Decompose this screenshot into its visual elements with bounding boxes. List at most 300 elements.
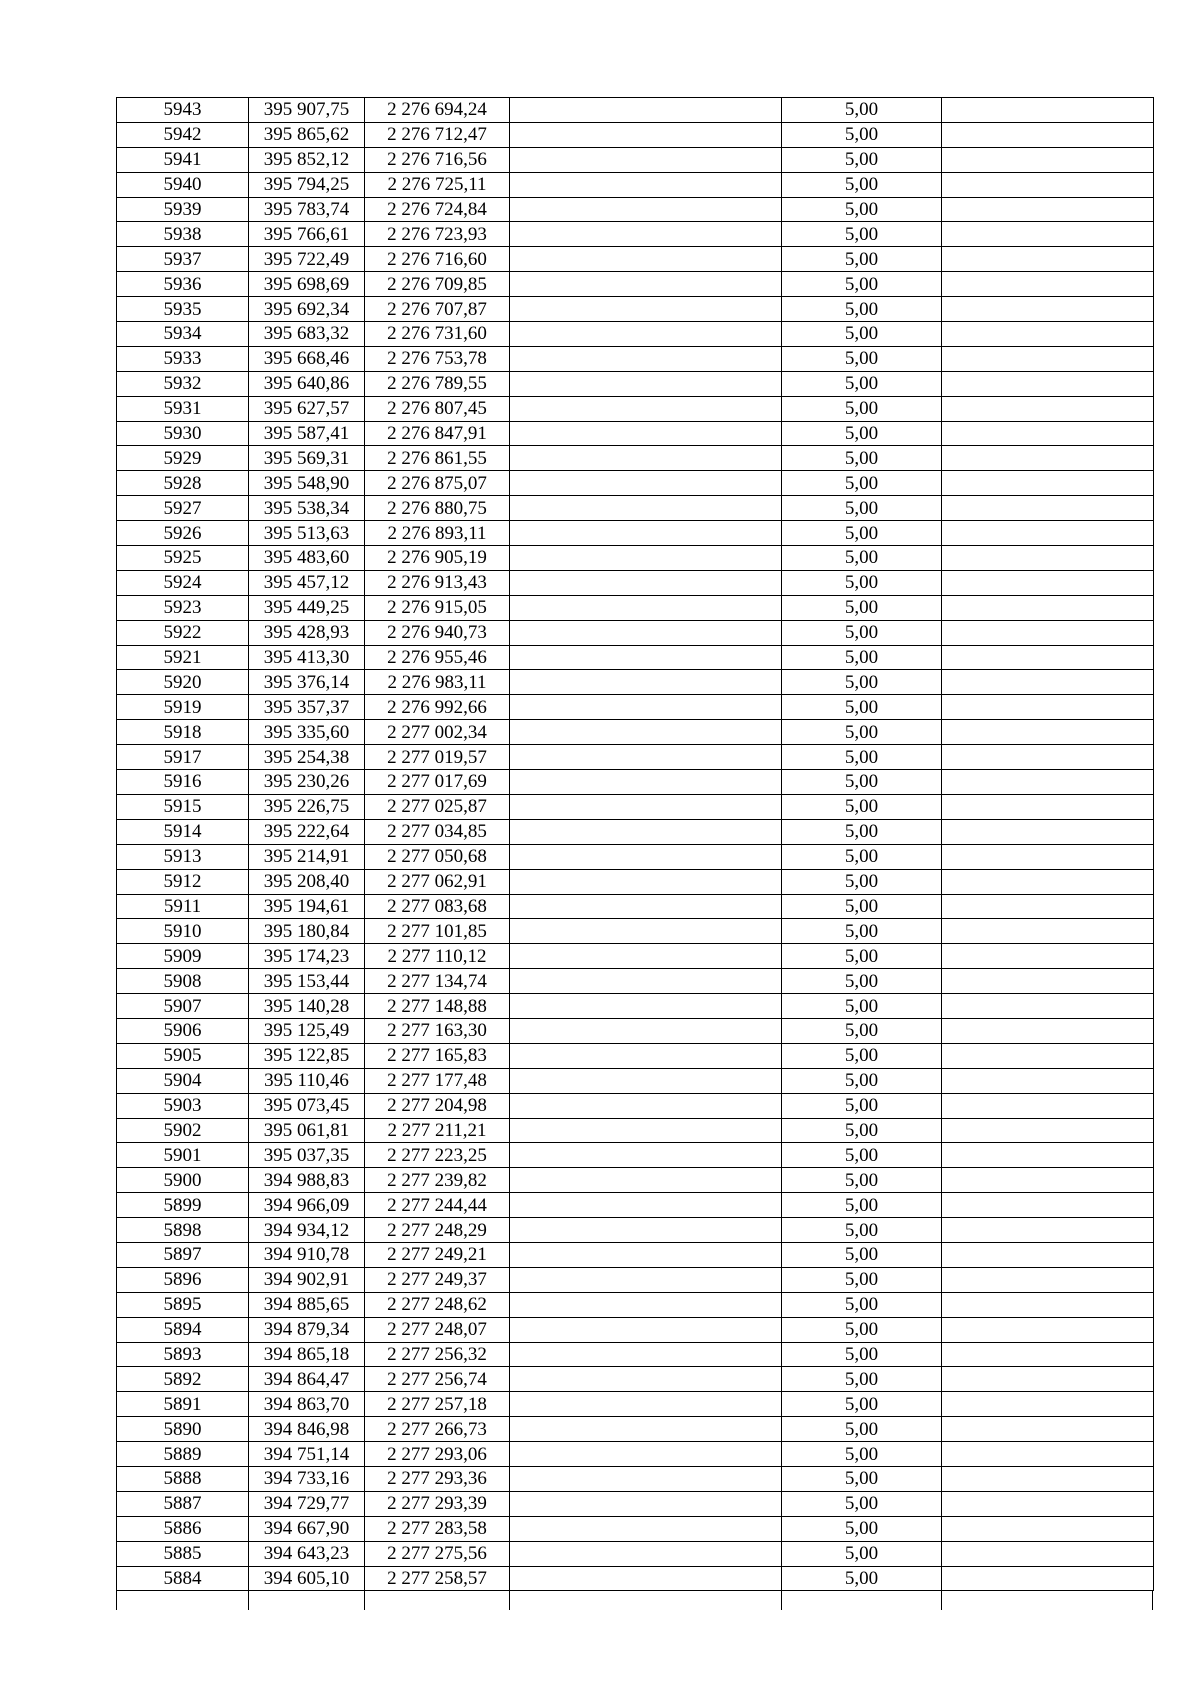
cell-accuracy-value: 5,00: [782, 794, 942, 819]
cell-x-coordinate: 395 073,45: [249, 1093, 365, 1118]
cell-x-coordinate: 395 335,60: [249, 720, 365, 745]
cell-x-coordinate: 395 140,28: [249, 994, 365, 1019]
cell-point-number: 5892: [117, 1367, 249, 1392]
cell-x-coordinate: 395 640,86: [249, 371, 365, 396]
cell-accuracy-value: 5,00: [782, 595, 942, 620]
cell-point-number: 5904: [117, 1068, 249, 1093]
table-row: [117, 969, 1154, 994]
cell-empty-cell: [942, 645, 1154, 670]
cell-empty-cell: [942, 1442, 1154, 1467]
table-edge-line: [116, 1590, 117, 1610]
cell-accuracy-value: 5,00: [782, 1442, 942, 1467]
cell-y-coordinate: 2 276 915,05: [365, 595, 510, 620]
cell-y-coordinate: 2 276 716,60: [365, 247, 510, 272]
cell-y-coordinate: 2 277 283,58: [365, 1516, 510, 1541]
cell-x-coordinate: 395 428,93: [249, 620, 365, 645]
table-row: [117, 1218, 1154, 1243]
cell-empty-cell: [510, 620, 782, 645]
cell-point-number: 5922: [117, 620, 249, 645]
table-row: [117, 994, 1154, 1019]
cell-y-coordinate: 2 276 709,85: [365, 272, 510, 297]
cell-accuracy-value: 5,00: [782, 844, 942, 869]
cell-y-coordinate: 2 277 050,68: [365, 844, 510, 869]
cell-empty-cell: [510, 172, 782, 197]
cell-x-coordinate: 394 863,70: [249, 1392, 365, 1417]
table-row: [117, 745, 1154, 770]
table-row: [117, 122, 1154, 147]
table-row: [117, 346, 1154, 371]
cell-point-number: 5894: [117, 1317, 249, 1342]
cell-empty-cell: [942, 1417, 1154, 1442]
cell-empty-cell: [942, 496, 1154, 521]
cell-x-coordinate: 395 783,74: [249, 197, 365, 222]
cell-empty-cell: [942, 1342, 1154, 1367]
cell-x-coordinate: 394 733,16: [249, 1466, 365, 1491]
cell-y-coordinate: 2 277 062,91: [365, 869, 510, 894]
cell-accuracy-value: 5,00: [782, 147, 942, 172]
cell-empty-cell: [510, 770, 782, 795]
cell-empty-cell: [942, 869, 1154, 894]
cell-empty-cell: [510, 546, 782, 571]
cell-empty-cell: [942, 1168, 1154, 1193]
table-edge-line: [248, 1590, 249, 1610]
cell-x-coordinate: 395 852,12: [249, 147, 365, 172]
cell-x-coordinate: 394 910,78: [249, 1242, 365, 1267]
cell-empty-cell: [942, 1118, 1154, 1143]
cell-y-coordinate: 2 277 134,74: [365, 969, 510, 994]
cell-x-coordinate: 395 214,91: [249, 844, 365, 869]
cell-y-coordinate: 2 276 731,60: [365, 322, 510, 347]
cell-accuracy-value: 5,00: [782, 1118, 942, 1143]
cell-y-coordinate: 2 276 875,07: [365, 471, 510, 496]
cell-y-coordinate: 2 277 266,73: [365, 1417, 510, 1442]
cell-point-number: 5900: [117, 1168, 249, 1193]
cell-empty-cell: [942, 546, 1154, 571]
cell-accuracy-value: 5,00: [782, 1292, 942, 1317]
cell-y-coordinate: 2 277 101,85: [365, 919, 510, 944]
cell-empty-cell: [510, 1367, 782, 1392]
cell-point-number: 5909: [117, 944, 249, 969]
cell-accuracy-value: 5,00: [782, 1168, 942, 1193]
cell-point-number: 5942: [117, 122, 249, 147]
cell-empty-cell: [942, 98, 1154, 123]
cell-empty-cell: [510, 944, 782, 969]
cell-point-number: 5943: [117, 98, 249, 123]
cell-accuracy-value: 5,00: [782, 222, 942, 247]
cell-empty-cell: [942, 720, 1154, 745]
cell-empty-cell: [510, 969, 782, 994]
cell-y-coordinate: 2 276 789,55: [365, 371, 510, 396]
table-row: [117, 720, 1154, 745]
cell-empty-cell: [510, 869, 782, 894]
table-row: [117, 844, 1154, 869]
cell-empty-cell: [510, 1267, 782, 1292]
cell-empty-cell: [942, 521, 1154, 546]
cell-point-number: 5933: [117, 346, 249, 371]
table-row: [117, 471, 1154, 496]
cell-y-coordinate: 2 276 694,24: [365, 98, 510, 123]
cell-point-number: 5937: [117, 247, 249, 272]
cell-y-coordinate: 2 277 177,48: [365, 1068, 510, 1093]
cell-empty-cell: [510, 1118, 782, 1143]
cell-y-coordinate: 2 277 110,12: [365, 944, 510, 969]
cell-point-number: 5888: [117, 1466, 249, 1491]
cell-accuracy-value: 5,00: [782, 720, 942, 745]
cell-point-number: 5930: [117, 421, 249, 446]
cell-empty-cell: [510, 197, 782, 222]
cell-point-number: 5911: [117, 894, 249, 919]
cell-point-number: 5939: [117, 197, 249, 222]
cell-empty-cell: [942, 297, 1154, 322]
cell-empty-cell: [942, 670, 1154, 695]
cell-empty-cell: [942, 1367, 1154, 1392]
table-row: [117, 919, 1154, 944]
cell-x-coordinate: 395 357,37: [249, 695, 365, 720]
cell-accuracy-value: 5,00: [782, 994, 942, 1019]
cell-empty-cell: [942, 1143, 1154, 1168]
cell-point-number: 5926: [117, 521, 249, 546]
cell-x-coordinate: 394 902,91: [249, 1267, 365, 1292]
cell-empty-cell: [942, 122, 1154, 147]
cell-y-coordinate: 2 276 807,45: [365, 396, 510, 421]
cell-empty-cell: [510, 745, 782, 770]
table-row: [117, 197, 1154, 222]
cell-x-coordinate: 395 513,63: [249, 521, 365, 546]
cell-empty-cell: [510, 122, 782, 147]
cell-point-number: 5925: [117, 546, 249, 571]
cell-point-number: 5891: [117, 1392, 249, 1417]
table-row: [117, 172, 1154, 197]
cell-x-coordinate: 395 548,90: [249, 471, 365, 496]
cell-accuracy-value: 5,00: [782, 944, 942, 969]
cell-y-coordinate: 2 277 248,62: [365, 1292, 510, 1317]
cell-point-number: 5928: [117, 471, 249, 496]
table-row: [117, 546, 1154, 571]
cell-y-coordinate: 2 277 019,57: [365, 745, 510, 770]
cell-empty-cell: [942, 371, 1154, 396]
table-edge-line: [364, 1590, 365, 1610]
cell-y-coordinate: 2 276 753,78: [365, 346, 510, 371]
cell-x-coordinate: 395 125,49: [249, 1018, 365, 1043]
cell-empty-cell: [942, 222, 1154, 247]
table-row: [117, 1018, 1154, 1043]
table-row: [117, 1466, 1154, 1491]
cell-accuracy-value: 5,00: [782, 446, 942, 471]
cell-empty-cell: [942, 944, 1154, 969]
cell-y-coordinate: 2 276 861,55: [365, 446, 510, 471]
cell-point-number: 5899: [117, 1193, 249, 1218]
cell-empty-cell: [510, 894, 782, 919]
cell-accuracy-value: 5,00: [782, 1541, 942, 1566]
cell-x-coordinate: 395 907,75: [249, 98, 365, 123]
cell-empty-cell: [510, 1093, 782, 1118]
cell-empty-cell: [510, 1317, 782, 1342]
cell-x-coordinate: 394 751,14: [249, 1442, 365, 1467]
cell-empty-cell: [942, 272, 1154, 297]
cell-accuracy-value: 5,00: [782, 297, 942, 322]
table-row: [117, 446, 1154, 471]
cell-empty-cell: [510, 1392, 782, 1417]
cell-y-coordinate: 2 276 913,43: [365, 570, 510, 595]
table-row: [117, 222, 1154, 247]
cell-accuracy-value: 5,00: [782, 396, 942, 421]
cell-accuracy-value: 5,00: [782, 371, 942, 396]
cell-empty-cell: [942, 471, 1154, 496]
cell-x-coordinate: 395 376,14: [249, 670, 365, 695]
cell-empty-cell: [942, 147, 1154, 172]
table-row: [117, 421, 1154, 446]
table-row: [117, 371, 1154, 396]
cell-empty-cell: [942, 1292, 1154, 1317]
cell-x-coordinate: 394 605,10: [249, 1566, 365, 1591]
cell-accuracy-value: 5,00: [782, 1317, 942, 1342]
cell-empty-cell: [510, 1292, 782, 1317]
cell-accuracy-value: 5,00: [782, 496, 942, 521]
cell-accuracy-value: 5,00: [782, 1516, 942, 1541]
cell-empty-cell: [942, 994, 1154, 1019]
cell-point-number: 5898: [117, 1218, 249, 1243]
table-row: [117, 1193, 1154, 1218]
cell-x-coordinate: 395 180,84: [249, 919, 365, 944]
cell-empty-cell: [510, 371, 782, 396]
cell-point-number: 5936: [117, 272, 249, 297]
cell-empty-cell: [510, 1218, 782, 1243]
cell-empty-cell: [510, 1417, 782, 1442]
cell-x-coordinate: 394 934,12: [249, 1218, 365, 1243]
coordinates-table: [116, 97, 1154, 1591]
cell-x-coordinate: 394 865,18: [249, 1342, 365, 1367]
table-row: [117, 1317, 1154, 1342]
table-row: [117, 1566, 1154, 1591]
cell-accuracy-value: 5,00: [782, 546, 942, 571]
cell-empty-cell: [510, 794, 782, 819]
cell-y-coordinate: 2 276 940,73: [365, 620, 510, 645]
cell-x-coordinate: 395 208,40: [249, 869, 365, 894]
cell-accuracy-value: 5,00: [782, 1193, 942, 1218]
table-row: [117, 645, 1154, 670]
cell-y-coordinate: 2 277 244,44: [365, 1193, 510, 1218]
table-row: [117, 670, 1154, 695]
cell-accuracy-value: 5,00: [782, 969, 942, 994]
cell-accuracy-value: 5,00: [782, 1093, 942, 1118]
cell-accuracy-value: 5,00: [782, 570, 942, 595]
cell-empty-cell: [942, 844, 1154, 869]
cell-point-number: 5903: [117, 1093, 249, 1118]
table-row: [117, 620, 1154, 645]
cell-point-number: 5884: [117, 1566, 249, 1591]
cell-point-number: 5889: [117, 1442, 249, 1467]
table-edge-line: [509, 1590, 510, 1610]
cell-y-coordinate: 2 277 293,36: [365, 1466, 510, 1491]
cell-accuracy-value: 5,00: [782, 1491, 942, 1516]
cell-y-coordinate: 2 276 880,75: [365, 496, 510, 521]
cell-x-coordinate: 394 864,47: [249, 1367, 365, 1392]
cell-y-coordinate: 2 276 724,84: [365, 197, 510, 222]
table-row: [117, 1417, 1154, 1442]
cell-empty-cell: [510, 297, 782, 322]
cell-x-coordinate: 394 885,65: [249, 1292, 365, 1317]
cell-empty-cell: [942, 1093, 1154, 1118]
cell-y-coordinate: 2 277 025,87: [365, 794, 510, 819]
table-row: [117, 272, 1154, 297]
cell-y-coordinate: 2 277 293,06: [365, 1442, 510, 1467]
cell-accuracy-value: 5,00: [782, 745, 942, 770]
cell-accuracy-value: 5,00: [782, 1218, 942, 1243]
cell-y-coordinate: 2 277 248,29: [365, 1218, 510, 1243]
cell-empty-cell: [510, 346, 782, 371]
cell-x-coordinate: 394 667,90: [249, 1516, 365, 1541]
table-row: [117, 894, 1154, 919]
cell-accuracy-value: 5,00: [782, 1566, 942, 1591]
cell-empty-cell: [942, 695, 1154, 720]
cell-empty-cell: [510, 1541, 782, 1566]
table-row: [117, 521, 1154, 546]
table-row: [117, 297, 1154, 322]
cell-empty-cell: [510, 1143, 782, 1168]
cell-y-coordinate: 2 276 707,87: [365, 297, 510, 322]
cell-accuracy-value: 5,00: [782, 346, 942, 371]
cell-y-coordinate: 2 276 847,91: [365, 421, 510, 446]
cell-empty-cell: [510, 1242, 782, 1267]
cell-empty-cell: [942, 570, 1154, 595]
cell-empty-cell: [942, 421, 1154, 446]
table-row: [117, 695, 1154, 720]
cell-empty-cell: [510, 471, 782, 496]
table-row: [117, 1118, 1154, 1143]
cell-x-coordinate: 395 230,26: [249, 770, 365, 795]
cell-empty-cell: [942, 1317, 1154, 1342]
cell-accuracy-value: 5,00: [782, 272, 942, 297]
cell-y-coordinate: 2 277 249,21: [365, 1242, 510, 1267]
cell-empty-cell: [942, 745, 1154, 770]
cell-point-number: 5907: [117, 994, 249, 1019]
cell-empty-cell: [510, 396, 782, 421]
cell-point-number: 5887: [117, 1491, 249, 1516]
cell-x-coordinate: 394 879,34: [249, 1317, 365, 1342]
cell-empty-cell: [510, 1018, 782, 1043]
cell-empty-cell: [510, 272, 782, 297]
table-row: [117, 147, 1154, 172]
cell-y-coordinate: 2 276 992,66: [365, 695, 510, 720]
table-row: [117, 1367, 1154, 1392]
cell-y-coordinate: 2 276 905,19: [365, 546, 510, 571]
cell-x-coordinate: 395 865,62: [249, 122, 365, 147]
cell-x-coordinate: 395 483,60: [249, 546, 365, 571]
cell-x-coordinate: 394 966,09: [249, 1193, 365, 1218]
cell-point-number: 5896: [117, 1267, 249, 1292]
table-row: [117, 1143, 1154, 1168]
cell-accuracy-value: 5,00: [782, 421, 942, 446]
cell-empty-cell: [510, 570, 782, 595]
cell-x-coordinate: 395 698,69: [249, 272, 365, 297]
cell-point-number: 5901: [117, 1143, 249, 1168]
table-row: [117, 1168, 1154, 1193]
cell-empty-cell: [942, 396, 1154, 421]
cell-empty-cell: [942, 1392, 1154, 1417]
cell-accuracy-value: 5,00: [782, 1267, 942, 1292]
cell-x-coordinate: 395 194,61: [249, 894, 365, 919]
cell-x-coordinate: 395 668,46: [249, 346, 365, 371]
cell-x-coordinate: 395 766,61: [249, 222, 365, 247]
cell-empty-cell: [942, 247, 1154, 272]
cell-x-coordinate: 395 037,35: [249, 1143, 365, 1168]
cell-x-coordinate: 395 222,64: [249, 819, 365, 844]
cell-point-number: 5905: [117, 1043, 249, 1068]
cell-x-coordinate: 395 692,34: [249, 297, 365, 322]
cell-empty-cell: [942, 969, 1154, 994]
cell-empty-cell: [942, 1267, 1154, 1292]
cell-accuracy-value: 5,00: [782, 894, 942, 919]
cell-x-coordinate: 395 457,12: [249, 570, 365, 595]
cell-accuracy-value: 5,00: [782, 1417, 942, 1442]
cell-y-coordinate: 2 277 211,21: [365, 1118, 510, 1143]
cell-empty-cell: [942, 172, 1154, 197]
cell-x-coordinate: 395 627,57: [249, 396, 365, 421]
cell-y-coordinate: 2 277 258,57: [365, 1566, 510, 1591]
cell-empty-cell: [510, 322, 782, 347]
cell-empty-cell: [942, 595, 1154, 620]
cell-accuracy-value: 5,00: [782, 471, 942, 496]
cell-point-number: 5941: [117, 147, 249, 172]
cell-empty-cell: [942, 322, 1154, 347]
cell-point-number: 5920: [117, 670, 249, 695]
cell-empty-cell: [510, 147, 782, 172]
cell-empty-cell: [942, 1242, 1154, 1267]
cell-point-number: 5906: [117, 1018, 249, 1043]
cell-point-number: 5927: [117, 496, 249, 521]
cell-y-coordinate: 2 276 893,11: [365, 521, 510, 546]
cell-point-number: 5924: [117, 570, 249, 595]
cell-empty-cell: [510, 695, 782, 720]
cell-x-coordinate: 395 794,25: [249, 172, 365, 197]
cell-empty-cell: [510, 521, 782, 546]
cell-empty-cell: [942, 819, 1154, 844]
cell-y-coordinate: 2 277 083,68: [365, 894, 510, 919]
cell-accuracy-value: 5,00: [782, 1143, 942, 1168]
cell-empty-cell: [510, 844, 782, 869]
cell-empty-cell: [510, 421, 782, 446]
cell-accuracy-value: 5,00: [782, 172, 942, 197]
cell-accuracy-value: 5,00: [782, 695, 942, 720]
table-row: [117, 396, 1154, 421]
cell-empty-cell: [942, 1466, 1154, 1491]
cell-empty-cell: [510, 919, 782, 944]
cell-point-number: 5938: [117, 222, 249, 247]
cell-empty-cell: [942, 770, 1154, 795]
table-row: [117, 770, 1154, 795]
cell-empty-cell: [942, 1043, 1154, 1068]
table-row: [117, 1541, 1154, 1566]
cell-y-coordinate: 2 277 034,85: [365, 819, 510, 844]
cell-y-coordinate: 2 276 723,93: [365, 222, 510, 247]
cell-point-number: 5897: [117, 1242, 249, 1267]
cell-x-coordinate: 395 254,38: [249, 745, 365, 770]
cell-empty-cell: [510, 1466, 782, 1491]
cell-empty-cell: [510, 1342, 782, 1367]
cell-empty-cell: [510, 1068, 782, 1093]
cell-empty-cell: [510, 819, 782, 844]
cell-empty-cell: [942, 1516, 1154, 1541]
cell-empty-cell: [510, 1193, 782, 1218]
cell-empty-cell: [510, 1168, 782, 1193]
cell-accuracy-value: 5,00: [782, 1043, 942, 1068]
cell-accuracy-value: 5,00: [782, 1466, 942, 1491]
cell-point-number: 5935: [117, 297, 249, 322]
cell-empty-cell: [510, 720, 782, 745]
cell-point-number: 5910: [117, 919, 249, 944]
cell-empty-cell: [942, 1218, 1154, 1243]
cell-empty-cell: [942, 1018, 1154, 1043]
